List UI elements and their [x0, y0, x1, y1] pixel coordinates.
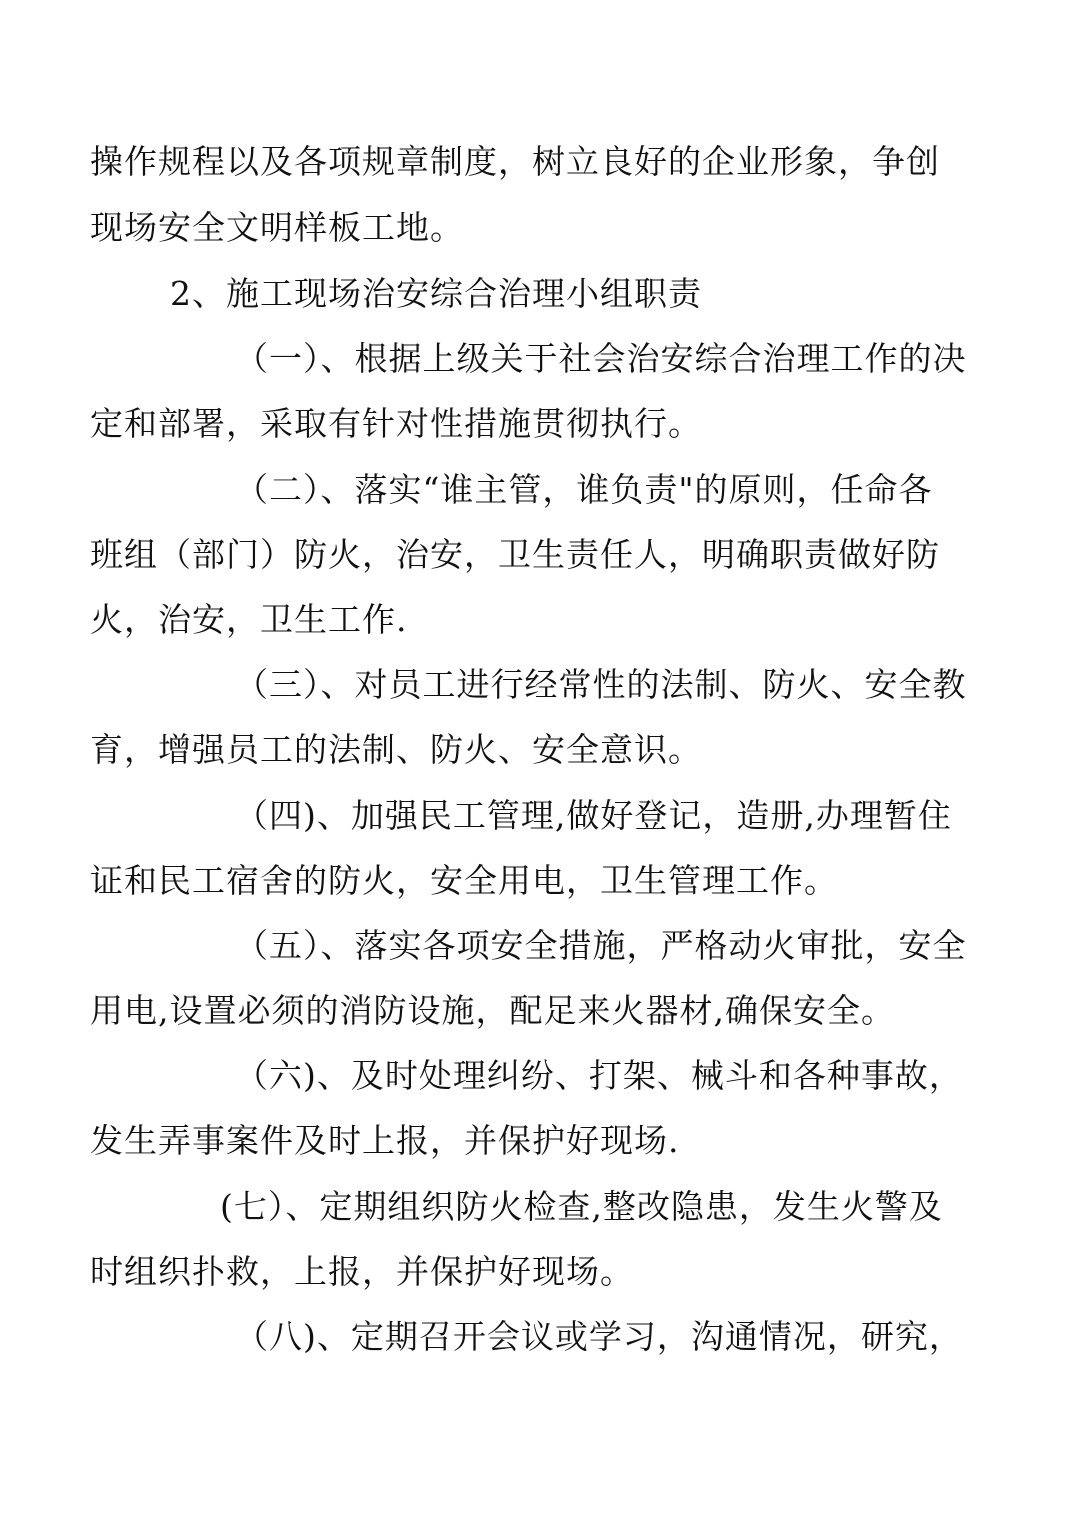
item-7-line-1: (七）、定期组织防火检查,整改隐患，发生火警及	[220, 1187, 943, 1226]
item-1-line-2: 定和部署，采取有针对性措施贯彻执行。	[90, 404, 702, 443]
item-2-line-3: 火，治安，卫生工作.	[90, 600, 408, 639]
item-6-line-1: （六)、及时处理纠纷、打架、械斗和各种事故，	[235, 1056, 963, 1095]
section-heading: 2、施工现场治安综合治理小组职责	[170, 274, 702, 313]
item-1-line-1: （一）、根据上级关于社会治安综合治理工作的决	[235, 339, 967, 378]
item-8-line-1: （八)、定期召开会议或学习，沟通情况，研究，	[235, 1317, 963, 1356]
item-5-line-1: （五）、落实各项安全措施，严格动火审批，安全	[235, 926, 967, 965]
item-7-line-2: 时组织扑救，上报，并保护好现场。	[90, 1252, 634, 1291]
item-2-line-1: （二）、落实“谁主管，谁负责"的原则，任命各	[235, 470, 933, 509]
item-2-line-2: 班组（部门）防火，治安，卫生责任人，明确职责做好防	[90, 535, 940, 574]
item-3-line-1: （三）、对员工进行经常性的法制、防火、安全教	[235, 665, 967, 704]
item-4-line-1: （四)、加强民工管理,做好登记，造册,办理暂住	[235, 796, 952, 835]
text-line-1: 操作规程以及各项规章制度，树立良好的企业形象，争创	[90, 142, 940, 181]
item-5-line-2: 用电,设置必须的消防设施，配足来火器材,确保安全。	[90, 991, 895, 1030]
item-3-line-2: 育，增强员工的法制、防火、安全意识。	[90, 730, 702, 769]
item-4-line-2: 证和民工宿舍的防火，安全用电，卫生管理工作。	[90, 861, 838, 900]
text-line-2: 现场安全文明样板工地。	[90, 208, 464, 247]
item-6-line-2: 发生弄事案件及时上报，并保护好现场.	[90, 1121, 680, 1160]
